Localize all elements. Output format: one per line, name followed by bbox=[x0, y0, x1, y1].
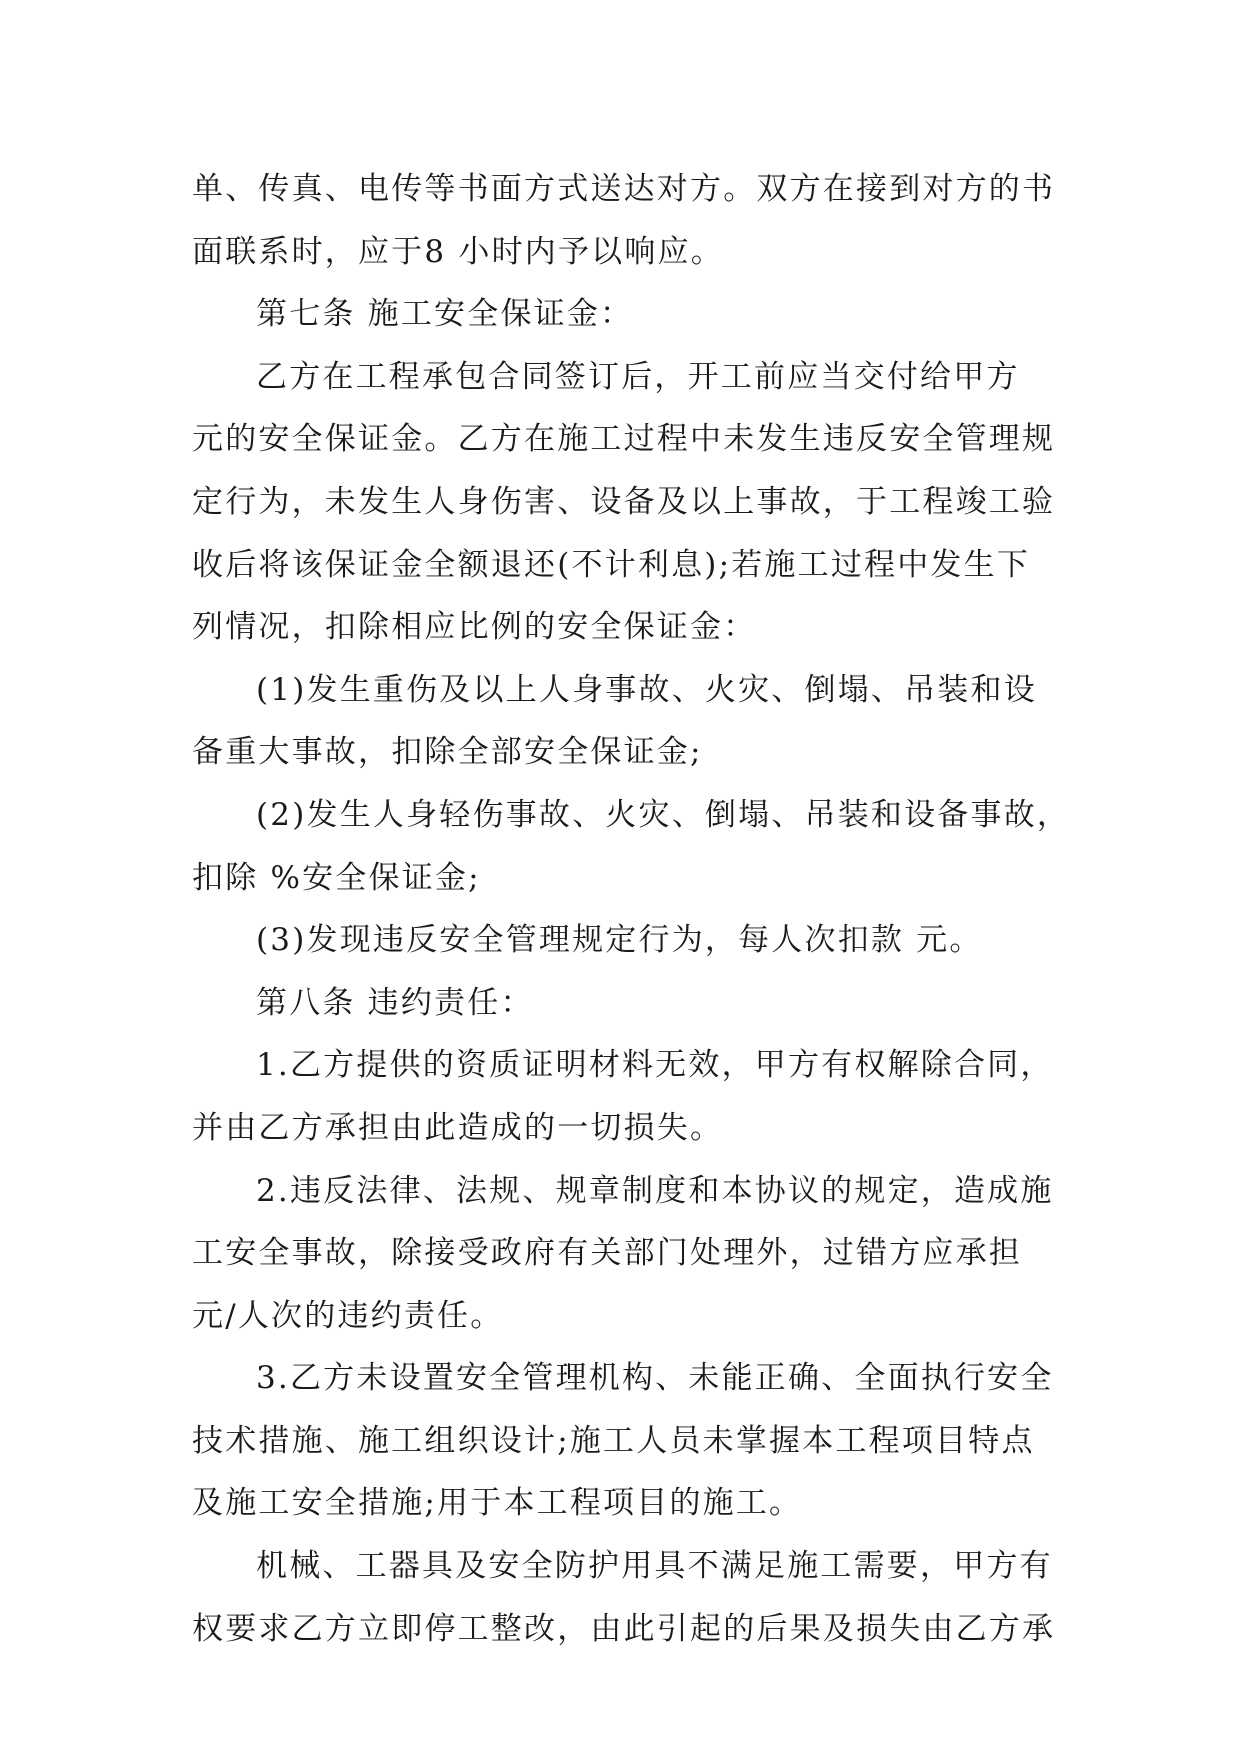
text-line: 权要求乙方立即停工整改，由此引起的后果及损失由乙方承 bbox=[192, 1610, 1056, 1647]
text-line: 工安全事故，除接受政府有关部门处理外，过错方应承担 bbox=[192, 1235, 1022, 1272]
document-body bbox=[192, 158, 1071, 1660]
text-line: 元/人次的违约责任。 bbox=[192, 1297, 504, 1334]
section-heading-article-7: 第七条 施工安全保证金： bbox=[256, 296, 634, 333]
list-item-2: (2)发生人身轻伤事故、火灾、倒塌、吊装和设备事故， bbox=[256, 796, 1071, 833]
text-line: 及施工安全措施;用于本工程项目的施工。 bbox=[192, 1485, 803, 1522]
list-item-3: (3)发现违反安全管理规定行为，每人次扣款 元。 bbox=[256, 922, 983, 959]
text-line: 面联系时，应于8 小时内予以响应。 bbox=[192, 233, 724, 270]
text-line: 乙方在工程承包合同签订后，开工前应当交付给甲方 bbox=[256, 358, 1020, 395]
list-item-1: (1)发生重伤及以上人身事故、火灾、倒塌、吊装和设 bbox=[256, 671, 1037, 708]
text-line: 单、传真、电传等书面方式送达对方。双方在接到对方的书 bbox=[192, 171, 1056, 207]
text-line: 技术措施、施工组织设计;施工人员未掌握本工程项目特点 bbox=[192, 1422, 1035, 1459]
text-line: 列情况，扣除相应比例的安全保证金： bbox=[192, 609, 757, 646]
text-line: 收后将该保证金全额退还(不计利息);若施工过程中发生下 bbox=[192, 546, 1031, 583]
text-line: 备重大事故，扣除全部安全保证金; bbox=[192, 734, 703, 771]
clause-2: 2.违反法律、法规、规章制度和本协议的规定，造成施 bbox=[256, 1172, 1054, 1209]
text-line: 扣除 %安全保证金; bbox=[192, 859, 481, 896]
clause-1: 1.乙方提供的资质证明材料无效，甲方有权解除合同， bbox=[256, 1047, 1054, 1084]
text-line: 并由乙方承担由此造成的一切损失。 bbox=[192, 1109, 724, 1146]
text-line: 定行为，未发生人身伤害、设备及以上事故，于工程竣工验 bbox=[192, 483, 1056, 520]
text-line: 机械、工器具及安全防护用具不满足施工需要，甲方有 bbox=[256, 1548, 1053, 1585]
section-heading-article-8: 第八条 违约责任： bbox=[256, 984, 534, 1021]
text-line: 元的安全保证金。乙方在施工过程中未发生违反安全管理规 bbox=[192, 421, 1056, 458]
clause-3: 3.乙方未设置安全管理机构、未能正确、全面执行安全 bbox=[256, 1360, 1054, 1397]
